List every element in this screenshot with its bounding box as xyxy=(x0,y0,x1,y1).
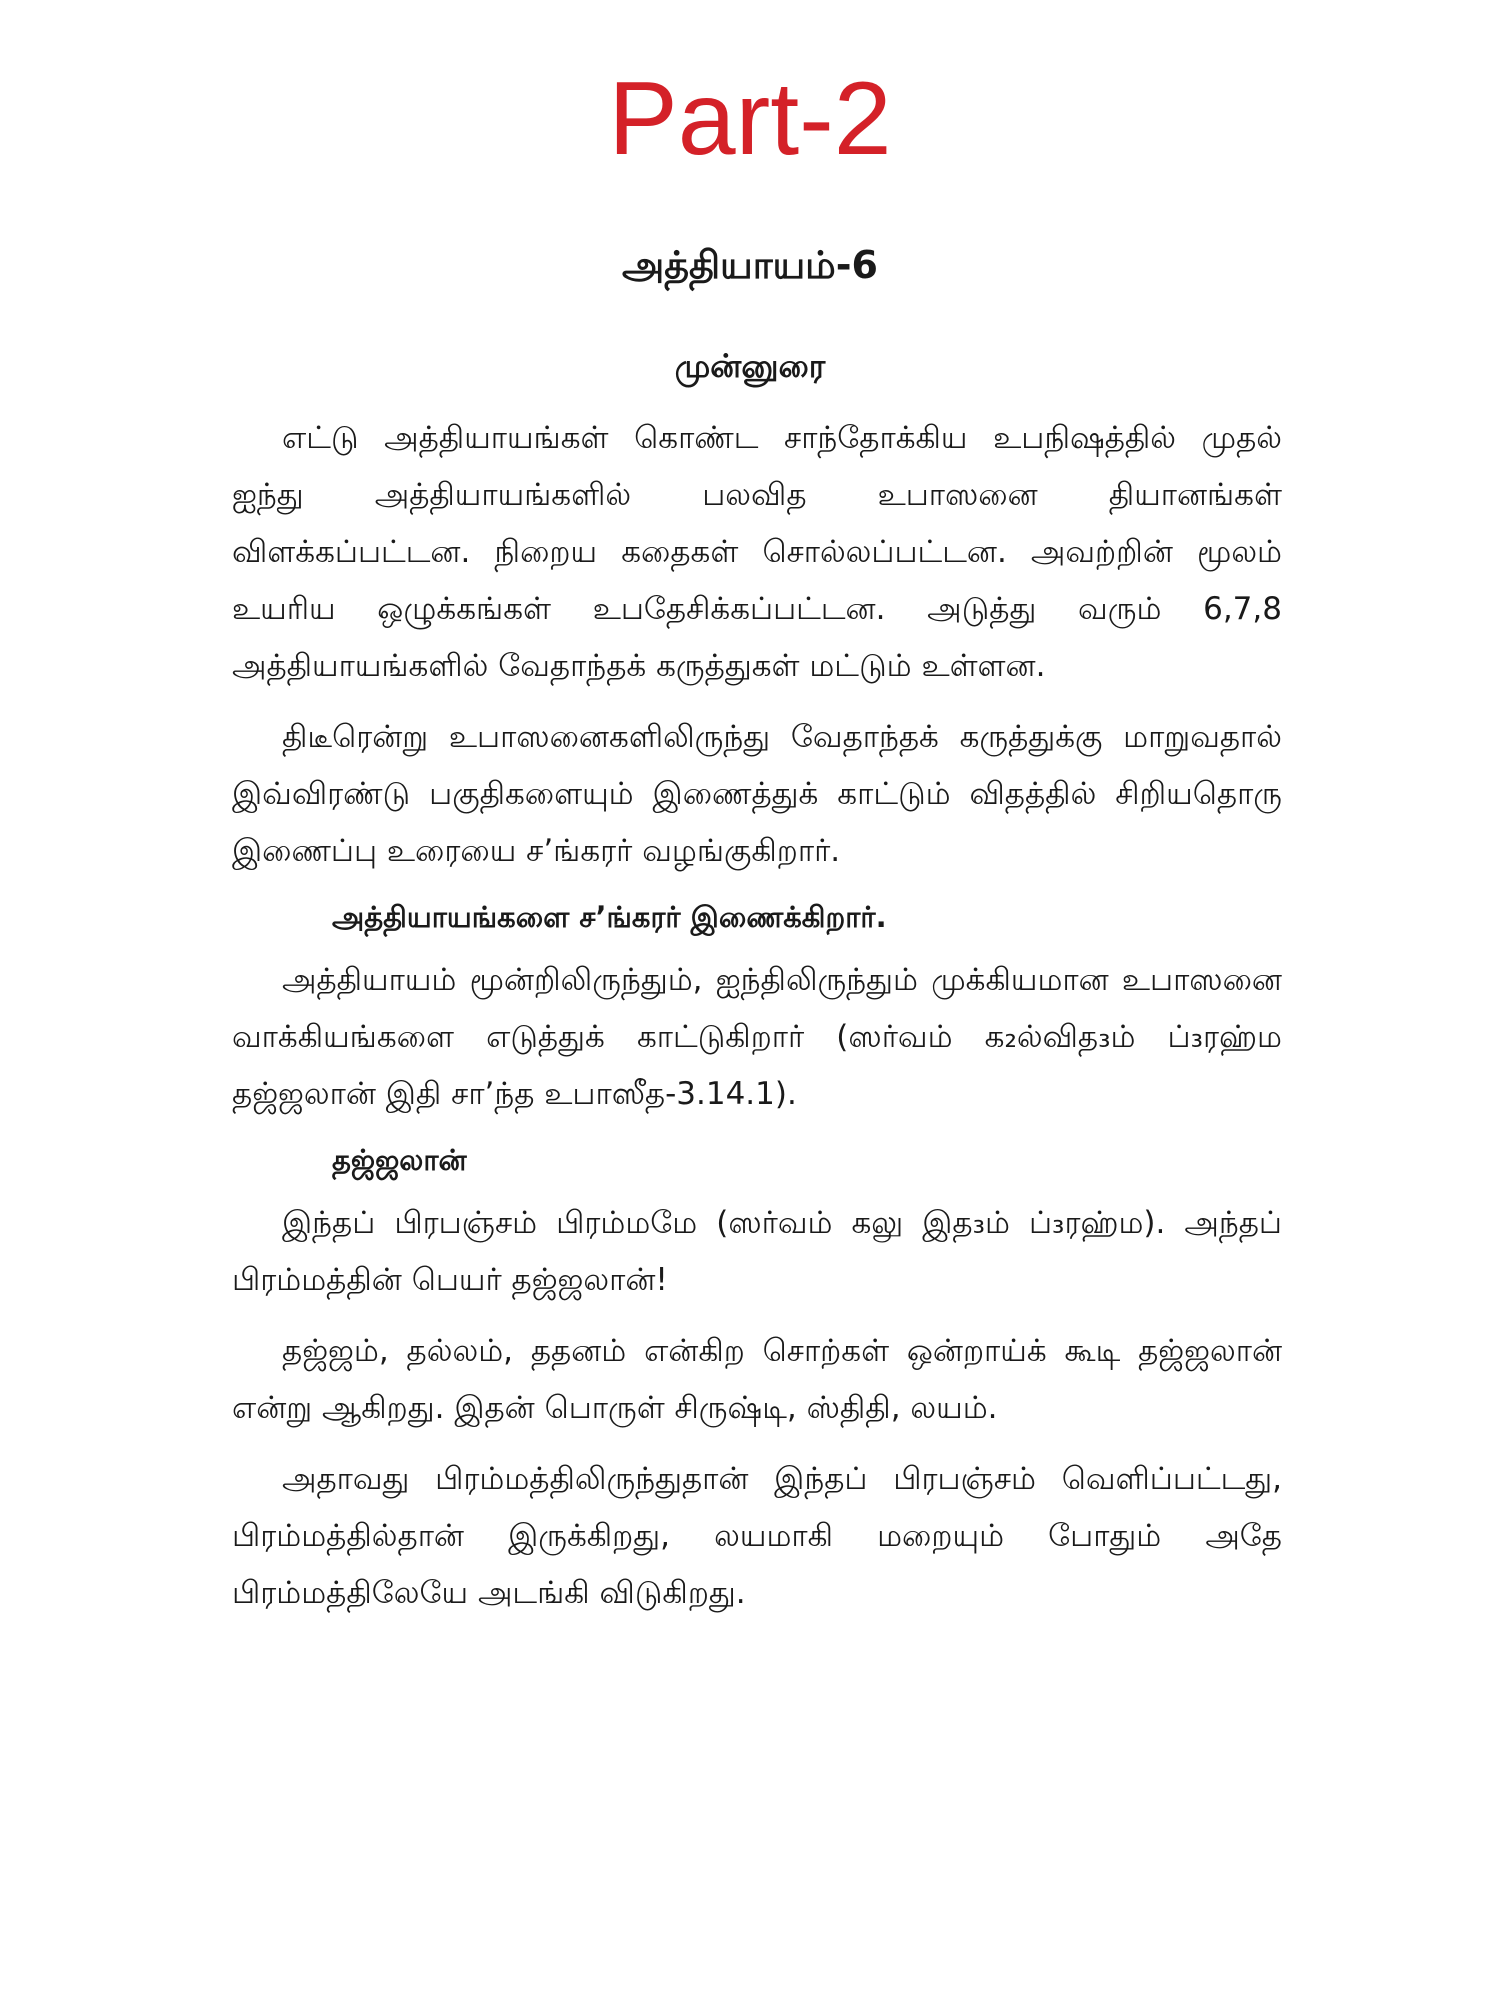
paragraph: இந்தப் பிரபஞ்சம் பிரம்மமே (ஸர்வம் கலு இத₃ம் ப்₃ரஹ்ம). அந்தப் பிரம்மத்தின் பெயர் தஜ்ஜலான்! xyxy=(232,1205,1282,1298)
chapter-title: அத்தியாயம்-6 xyxy=(622,243,878,287)
subheading: தஜ்ஜலான் xyxy=(332,1143,467,1177)
paragraph: தஜ்ஜம், தல்லம், ததனம் என்கிற சொற்கள் ஒன்றாய்க் கூடி தஜ்ஜலான் என்று ஆகிறது. இதன் பொருள் சிருஷ்டி, ஸ்திதி, லயம். xyxy=(232,1333,1282,1426)
section-heading: முன்னுரை xyxy=(674,347,826,385)
paragraph: எட்டு அத்தியாயங்கள் கொண்ட சாந்தோக்கிய உபநிஷத்தில் முதல் ஐந்து அத்தியாயங்களில் பலவித உபாஸனை தியானங்கள் விளக்கப்பட்டன. நிறைய கதைகள் சொல்லப்பட்டன. அவற்றின் மூலம் உயரிய ஒழுக்கங்கள் உபதேசிக்கப்பட்டன. அடுத்து வரும் 6,7,8 அத்தியாயங்களில் வேதாந்தக் கருத்துகள் மட்டும் உள்ளன. xyxy=(232,420,1282,684)
part-title: Part-2 xyxy=(608,61,892,177)
paragraph: அத்தியாயம் மூன்றிலிருந்தும், ஐந்திலிருந்தும் முக்கியமான உபாஸனை வாக்கியங்களை எடுத்துக் காட்டுகிறார் (ஸர்வம் க₂ல்வித₃ம் ப்₃ரஹ்ம தஜ்ஜலான் இதி சா’ந்த உபாஸீத-3.14.1). xyxy=(232,962,1282,1112)
subheading: அத்தியாயங்களை ச’ங்கரர் இணைக்கிறார். xyxy=(332,900,887,934)
paragraph: திடீரென்று உபாஸனைகளிலிருந்து வேதாந்தக் கருத்துக்கு மாறுவதால் இவ்விரண்டு பகுதிகளையும் இணைத்துக் காட்டும் விதத்தில் சிறியதொரு இணைப்பு உரையை ச’ங்கரர் வழங்குகிறார். xyxy=(232,719,1282,869)
body-text xyxy=(232,410,1282,1636)
paragraph: அதாவது பிரம்மத்திலிருந்துதான் இந்தப் பிரபஞ்சம் வெளிப்பட்டது, பிரம்மத்தில்தான் இருக்கிறது, லயமாகி மறையும் போதும் அதே பிரம்மத்திலேயே அடங்கி விடுகிறது. xyxy=(232,1461,1282,1611)
